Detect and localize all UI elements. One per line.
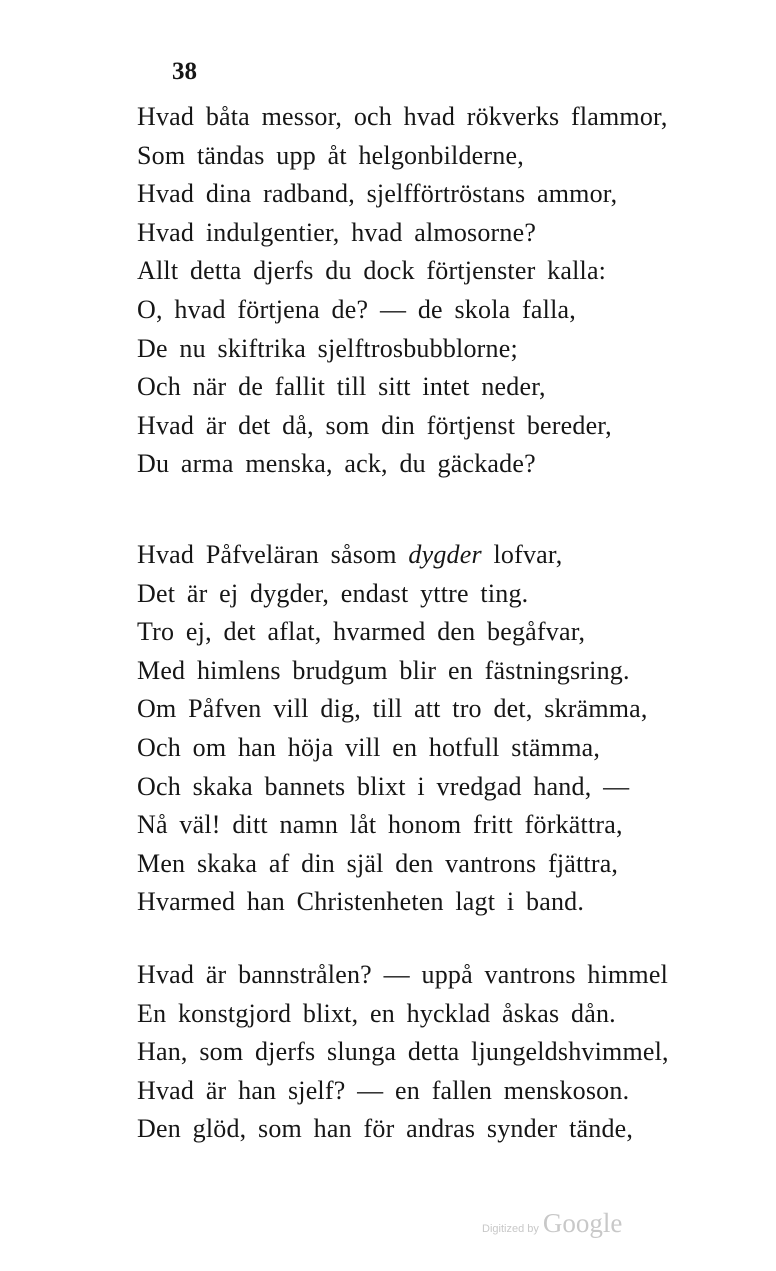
- google-logo-text: Google: [542, 1208, 623, 1238]
- verse-line: Och när de fallit till sitt intet neder,: [137, 372, 546, 402]
- verse-line: De nu skiftrika sjelftrosbubblorne;: [137, 333, 518, 363]
- verse-text: Hvad Påfveläran såsom: [137, 540, 409, 569]
- verse-line: Tro ej, det aflat, hvarmed den begåfvar,: [137, 617, 586, 647]
- verse-line: Nå väl! ditt namn låt honom fritt förkättra,: [137, 810, 623, 840]
- verse-line: Allt detta djerfs du dock förtjenster kalla:: [137, 256, 607, 286]
- verse-line: Om Påfven vill dig, till att tro det, skrämma,: [137, 694, 648, 724]
- verse-line: Den glöd, som han för andras synder tände,: [137, 1114, 634, 1144]
- verse-line: Hvarmed han Christenheten lagt i band.: [137, 887, 585, 917]
- watermark-prefix: Digitized by: [482, 1223, 539, 1235]
- verse-line: Och skaka bannets blixt i vredgad hand, —: [137, 771, 630, 801]
- digitized-by-watermark: [482, 1208, 622, 1239]
- verse-line: Och om han höja vill en hotfull stämma,: [137, 732, 601, 762]
- verse-line: En konstgjord blixt, en hycklad åskas dån.: [137, 998, 616, 1028]
- verse-line: Han, som djerfs slunga detta ljungeldshvimmel,: [137, 1037, 669, 1067]
- verse-line: Du arma menska, ack, du gäckade?: [137, 449, 536, 479]
- verse-line: Hvad är bannstrålen? — uppå vantrons himmel: [137, 960, 669, 989]
- verse-line: Hvad är han sjelf? — en fallen menskoson.: [137, 1075, 630, 1105]
- verse-line: [137, 536, 648, 575]
- verse-line: Det är ej dygder, endast yttre ting.: [137, 578, 529, 608]
- verse-line: Hvad dina radband, sjelfförtröstans ammor,: [137, 179, 618, 209]
- verse-line: Med himlens brudgum blir en fästningsring.: [137, 655, 630, 685]
- stanza-3: [137, 956, 669, 1149]
- stanza-1: [137, 98, 668, 484]
- verse-text: lofvar,: [481, 540, 563, 569]
- verse-line: O, hvad förtjena de? — de skola falla,: [137, 294, 576, 324]
- verse-line: Hvad båta messor, och hvad rökverks flammor,: [137, 102, 668, 131]
- verse-line: Som tändas upp åt helgonbilderne,: [137, 140, 524, 170]
- verse-italic-text: dygder: [408, 540, 482, 569]
- verse-line: Men skaka af din själ den vantrons fjättra,: [137, 848, 619, 878]
- page-number: 38: [172, 58, 197, 85]
- stanza-2: [137, 536, 648, 922]
- verse-line: Hvad är det då, som din förtjenst bereder,: [137, 410, 612, 440]
- verse-line: Hvad indulgentier, hvad almosorne?: [137, 217, 537, 247]
